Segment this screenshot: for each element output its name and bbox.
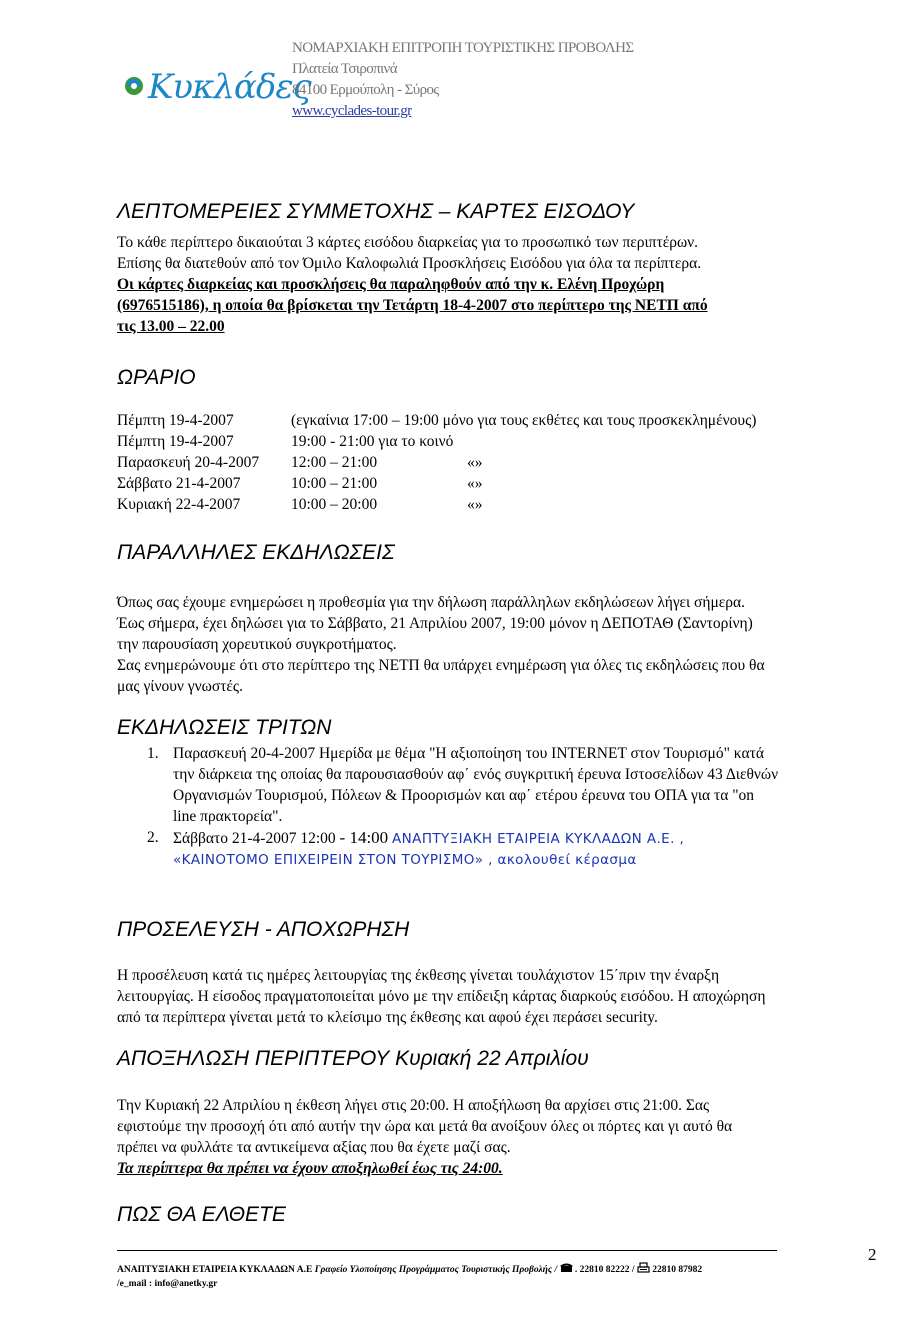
organization-header (292, 38, 633, 122)
parallel-events-heading: ΠΑΡΑΛΛΗΛΕΣ ΕΚΔΗΛΩΣΕΙΣ (117, 541, 395, 564)
footer-office: Γραφείο Υλοποίησης Προγράμματος Τουριστικής Προβολής / (312, 1265, 560, 1275)
text-line: πρέπει να φυλλάτε τα αντικείμενα αξίας που θα έχετε μαζί σας. (117, 1139, 511, 1156)
schedule-ditto: «» (467, 454, 483, 471)
cyclades-logo (112, 40, 311, 128)
participation-text (117, 232, 877, 337)
footer (117, 1262, 702, 1291)
text-line: Σας ενημερώνουμε ότι στο περίπτερο της ΝΕΤΠ θα υπάρχει ενημέρωση για όλες τις εκδηλώσεις που θα (117, 657, 765, 674)
list-number: 1. (147, 745, 159, 762)
text-line: την παρουσίαση χορευτικού συγκροτήματος. (117, 636, 397, 653)
list-item (117, 743, 778, 827)
text-line: Έως σήμερα, έχει δηλώσει για το Σάββατο, 21 Απριλίου 2007, 19:00 μόνον η ΔΕΠΟΤΑΘ (Σαντορίνη) (117, 615, 753, 632)
bold-line: (6976515186), η οποία θα βρίσκεται την Τετάρτη 18-4-2007 στο περίπτερο της ΝΕΤΠ από (117, 297, 708, 314)
schedule-day: Κυριακή 22-4-2007 (117, 496, 241, 513)
text-line: line πρακτορεία". (173, 808, 283, 825)
schedule-time: (εγκαίνια 17:00 – 19:00 μόνο για τους εκθέτες και τους προσκεκλημένους) (291, 412, 757, 429)
phone-icon (560, 1262, 573, 1273)
schedule-day: Πέμπτη 19-4-2007 (117, 433, 234, 450)
text-line: Η προσέλευση κατά τις ημέρες λειτουργίας της έκθεσης γίνεται τουλάχιστον 15΄πριν την έναρξη (117, 967, 720, 984)
text-line: εφιστούμε την προσοχή ότι από αυτήν την ώρα και μετά θα ανοίξουν όλες οι πόρτες και γι αυτό θα (117, 1118, 733, 1135)
footer-divider (117, 1250, 777, 1251)
text-line: μας γίνουν γνωστές. (117, 678, 243, 695)
page-number: 2 (868, 1245, 877, 1264)
schedule-time: 19:00 - 21:00 για το κοινό (291, 433, 454, 450)
text-line: Παρασκευή 20-4-2007 Ημερίδα με θέμα "Η αξιοποίηση του INTERNET στον Τουρισμό" κατά (173, 745, 764, 762)
arrival-departure-heading: ΠΡΟΣΕΛΕΥΣΗ - ΑΠΟΧΩΡΗΣΗ (117, 918, 410, 941)
org-address-2: 84100 Ερμούπολη - Σύρος (292, 82, 439, 98)
third-party-list (117, 743, 778, 871)
footer-company: ΑΝΑΠΤΥΞΙΑΚΗ ΕΤΑΙΡΕΙΑ ΚΥΚΛΑΔΩΝ Α.Ε (117, 1265, 313, 1275)
schedule-time: 10:00 – 21:00 (291, 475, 378, 492)
fax-icon (637, 1262, 650, 1273)
footer-phone: . 22810 82222 / (572, 1265, 637, 1275)
schedule-day: Παρασκευή 20-4-2007 (117, 454, 260, 471)
svg-text:Κυκλάδες: Κυκλάδες (148, 67, 311, 107)
third-party-heading: ΕΚΔΗΛΩΣΕΙΣ ΤΡΙΤΩΝ (117, 716, 332, 739)
event-end-time: - 14:00 (339, 828, 389, 847)
directions-heading: ΠΩΣ ΘΑ ΕΛΘΕΤΕ (117, 1203, 286, 1226)
list-number: 2. (147, 829, 159, 846)
text-line: Όπως σας έχουμε ενημερώσει η προθεσμία για την δήλωση παράλληλων εκδηλώσεων λήγει σήμερα. (117, 594, 746, 611)
parallel-events-text (117, 592, 877, 697)
text-line: Την Κυριακή 22 Απριλίου η έκθεση λήγει στις 20:00. Η αποξήλωση θα αρχίσει στις 21:00. Σας (117, 1097, 710, 1114)
text-line: την διάρκεια της οποίας θα παρουσιασθούν αφ΄ ενός συγκριτική έρευνα Ιστοσελίδων 43 Διεθνών (173, 766, 779, 783)
org-name: ΝΟΜΑΡΧΙΑΚΗ ΕΠΙΤΡΟΠΗ ΤΟΥΡΙΣΤΙΚΗΣ ΠΡΟΒΟΛΗΣ (292, 40, 634, 56)
website-link[interactable]: www.cyclades-tour.gr (292, 103, 412, 119)
participation-heading: ΛΕΠΤΟΜΕΡΕΙΕΣ ΣΥΜΜΕΤΟΧΗΣ – ΚΑΡΤΕΣ ΕΙΣΟΔΟΥ (117, 200, 635, 223)
schedule-time: 10:00 – 20:00 (291, 496, 378, 513)
event-title: «ΚΑΙΝΟΤΟΜΟ ΕΠΙΧΕΙΡΕΙΝ ΣΤΟΝ ΤΟΥΡΙΣΜΟ» , ακολουθεί κέρασμα (173, 852, 637, 868)
teardown-heading: ΑΠΟΞΗΛΩΣΗ ΠΕΡΙΠΤΕΡΟΥ Κυριακή 22 Απριλίου (117, 1047, 589, 1070)
text-line: από τα περίπτερα γίνεται μετά το κλείσιμο της έκθεσης και αφού έχει περάσει security. (117, 1009, 658, 1026)
footer-email[interactable]: /e_mail : info@anetky.gr (117, 1279, 218, 1289)
event-date: Σάββατο 21-4-2007 12:00 (173, 830, 340, 847)
schedule-day: Πέμπτη 19-4-2007 (117, 412, 234, 429)
teardown-text (117, 1095, 877, 1179)
bold-notice: Τα περίπτερα θα πρέπει να έχουν αποξηλωθεί έως τις 24:00. (117, 1160, 503, 1177)
schedule-day: Σάββατο 21-4-2007 (117, 475, 241, 492)
text-line: λειτουργίας. Η είσοδος πραγματοποιείται μόνο με την επίδειξη κάρτας διαρκούς εισόδου. Η αποχώρηση (117, 988, 766, 1005)
org-address-1: Πλατεία Τσιροπινά (292, 61, 397, 77)
schedule-ditto: «» (467, 475, 483, 492)
schedule-time: 12:00 – 21:00 (291, 454, 378, 471)
schedule-ditto: «» (467, 496, 483, 513)
bold-line: Οι κάρτες διαρκείας και προσκλήσεις θα παραληφθούν από την κ. Ελένη Προχώρη (117, 276, 665, 293)
text-line: Το κάθε περίπτερο δικαιούται 3 κάρτες εισόδου διαρκείας για το προσωπικό των περιπτέρων. (117, 234, 699, 251)
footer-fax: 22810 87982 (649, 1265, 703, 1275)
event-organizer: ΑΝΑΠΤΥΞΙΑΚΗ ΕΤΑΙΡΕΙΑ ΚΥΚΛΑΔΩΝ Α.Ε. , (392, 831, 685, 847)
text-line: Επίσης θα διατεθούν από τον Όμιλο Καλοφωλιά Προσκλήσεις Εισόδου για όλα τα περίπτερα. (117, 255, 702, 272)
text-line: Οργανισμών Τουρισμού, Πόλεων & Προορισμών και αφ΄ ετέρου έρευνα του ΟΠΑ για τα "on (173, 787, 755, 804)
list-item (117, 827, 778, 871)
schedule-heading: ΩΡΑΡΙΟ (117, 366, 196, 389)
bold-line: τις 13.00 – 22.00 (117, 318, 225, 335)
arrival-departure-text (117, 965, 877, 1028)
